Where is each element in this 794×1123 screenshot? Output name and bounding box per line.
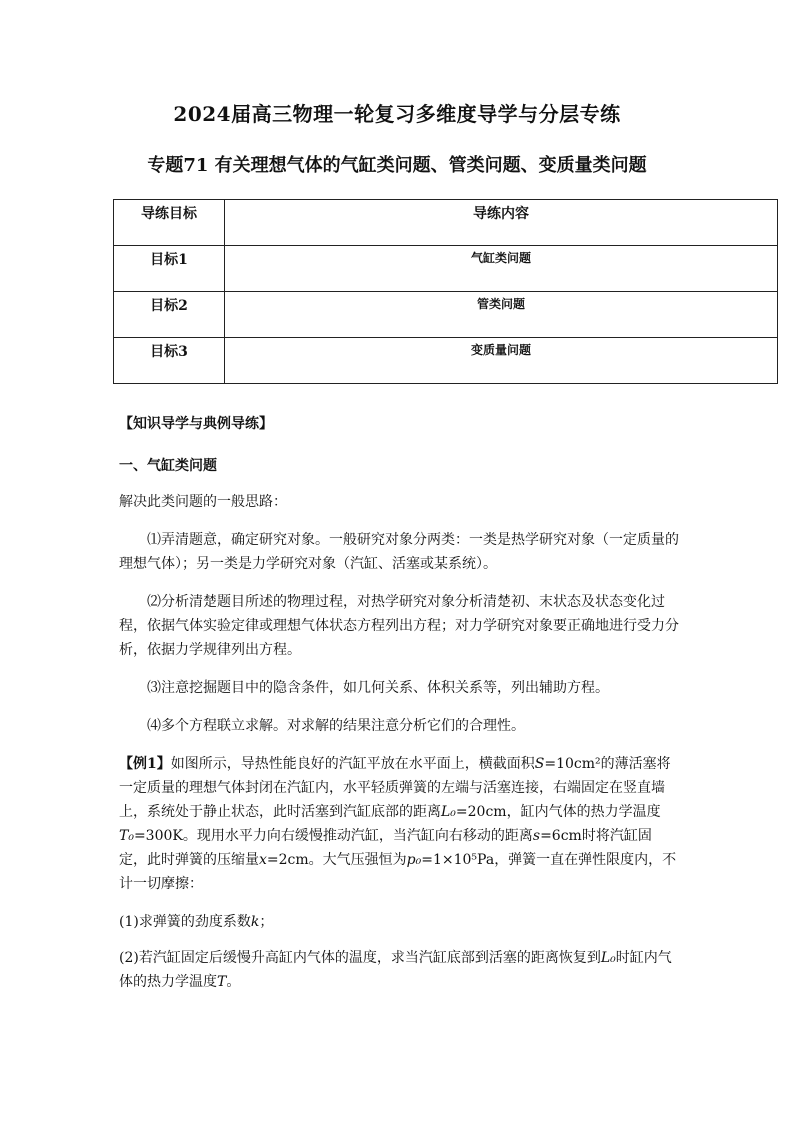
- example-text: ，弹簧一直在弹性限度内，不计一切摩擦：: [119, 852, 677, 892]
- step-1: ⑴弄清题意，确定研究对象。一般研究对象分两类：一类是热学研究对象（一定质量的理想气体）；另一类是力学研究对象（汽缸、活塞或某系统）。: [119, 532, 679, 572]
- var-T0: T₀: [119, 828, 134, 844]
- body-content: [119, 412, 679, 1006]
- value-L0: =20cm: [455, 804, 507, 820]
- value-T0: =300K: [133, 828, 183, 844]
- table-row: [114, 246, 778, 292]
- value-x: =2cm: [266, 852, 309, 868]
- page-subtitle: 专题71 有关理想气体的气缸类问题、管类问题、变质量类问题: [147, 155, 647, 176]
- var-x: x: [259, 852, 267, 868]
- value-s: =6cm: [540, 828, 582, 844]
- question-1-end: ；: [259, 914, 274, 930]
- question-2-text: (2)若汽缸固定后缓慢升高缸内气体的温度，求当汽缸底部到活塞的距离恢复到: [119, 950, 601, 966]
- question-1-text: (1)求弹簧的劲度系数: [119, 914, 251, 930]
- var-s: s: [532, 828, 541, 844]
- table-row: [114, 338, 778, 384]
- example-text: 。现用水平力向右缓慢推动汽缸，当汽缸向右移动的距离: [182, 828, 533, 844]
- table-header-row: [114, 200, 778, 246]
- table-cell-goal: 目标2: [114, 292, 225, 338]
- question-2-mid: 时缸内气体的热力学温度: [119, 950, 672, 990]
- example-text: 的薄活塞将一定质量的理想气体封闭在汽缸内，水平轻质弹簧的左端与活塞连接，右端固定在竖直墙上，系统处于静止状态，此时活塞到汽缸底部的距离: [119, 756, 671, 820]
- table-row: [114, 292, 778, 338]
- var-L0: L₀: [441, 804, 456, 820]
- example-text: 如图所示，导热性能良好的汽缸平放在水平面上，横截面积: [170, 756, 535, 772]
- var-L0-q2: L₀: [600, 950, 616, 966]
- step-3: ⑶注意挖掘题目中的隐含条件，如几何关系、体积关系等，列出辅助方程。: [147, 680, 609, 696]
- table-cell-content: 管类问题: [225, 292, 778, 338]
- section-heading-cylinder: 一、气缸类问题: [119, 458, 217, 474]
- goals-table: [113, 199, 778, 384]
- question-2: [119, 946, 679, 994]
- table-cell-content: 气缸类问题: [225, 246, 778, 292]
- knowledge-heading: 【知识导学与典例导练】: [119, 416, 273, 432]
- example-label: 【例1】: [119, 756, 171, 772]
- step-2: ⑵分析清楚题目所述的物理过程，对热学研究对象分析清楚初、末状态及状态变化过程，依据气体实验定律或理想气体状态方程列出方程；对力学研究对象要正确地进行受力分析，依据力学规律列出方程。: [119, 594, 679, 658]
- table-header-goal: 导练目标: [114, 200, 225, 246]
- step-4: ⑷多个方程联立求解。对求解的结果注意分析它们的合理性。: [147, 718, 525, 734]
- example-text: 时将汽缸固定，此时弹簧的压缩量: [119, 828, 652, 868]
- intro-text: 解决此类问题的一般思路：: [119, 494, 287, 510]
- example-1: [119, 752, 679, 896]
- example-text: 。大气压强恒为: [308, 852, 407, 868]
- var-S: S: [534, 756, 545, 772]
- var-k: k: [250, 914, 260, 930]
- var-p0: p₀: [406, 852, 422, 868]
- question-1: [119, 910, 679, 934]
- table-cell-goal: 目标3: [114, 338, 225, 384]
- table-header-content: 导练内容: [225, 200, 778, 246]
- table-cell-goal: 目标1: [114, 246, 225, 292]
- question-2-end: 。: [226, 974, 241, 990]
- value-p0: =1×10⁵Pa: [421, 852, 495, 868]
- page-title: 2024届高三物理一轮复习多维度导学与分层专练: [173, 102, 621, 126]
- table-cell-content: 变质量问题: [225, 338, 778, 384]
- example-text: ，缸内气体的热力学温度: [506, 804, 661, 820]
- value-S: =10cm²: [544, 756, 601, 772]
- var-T: T: [217, 974, 227, 990]
